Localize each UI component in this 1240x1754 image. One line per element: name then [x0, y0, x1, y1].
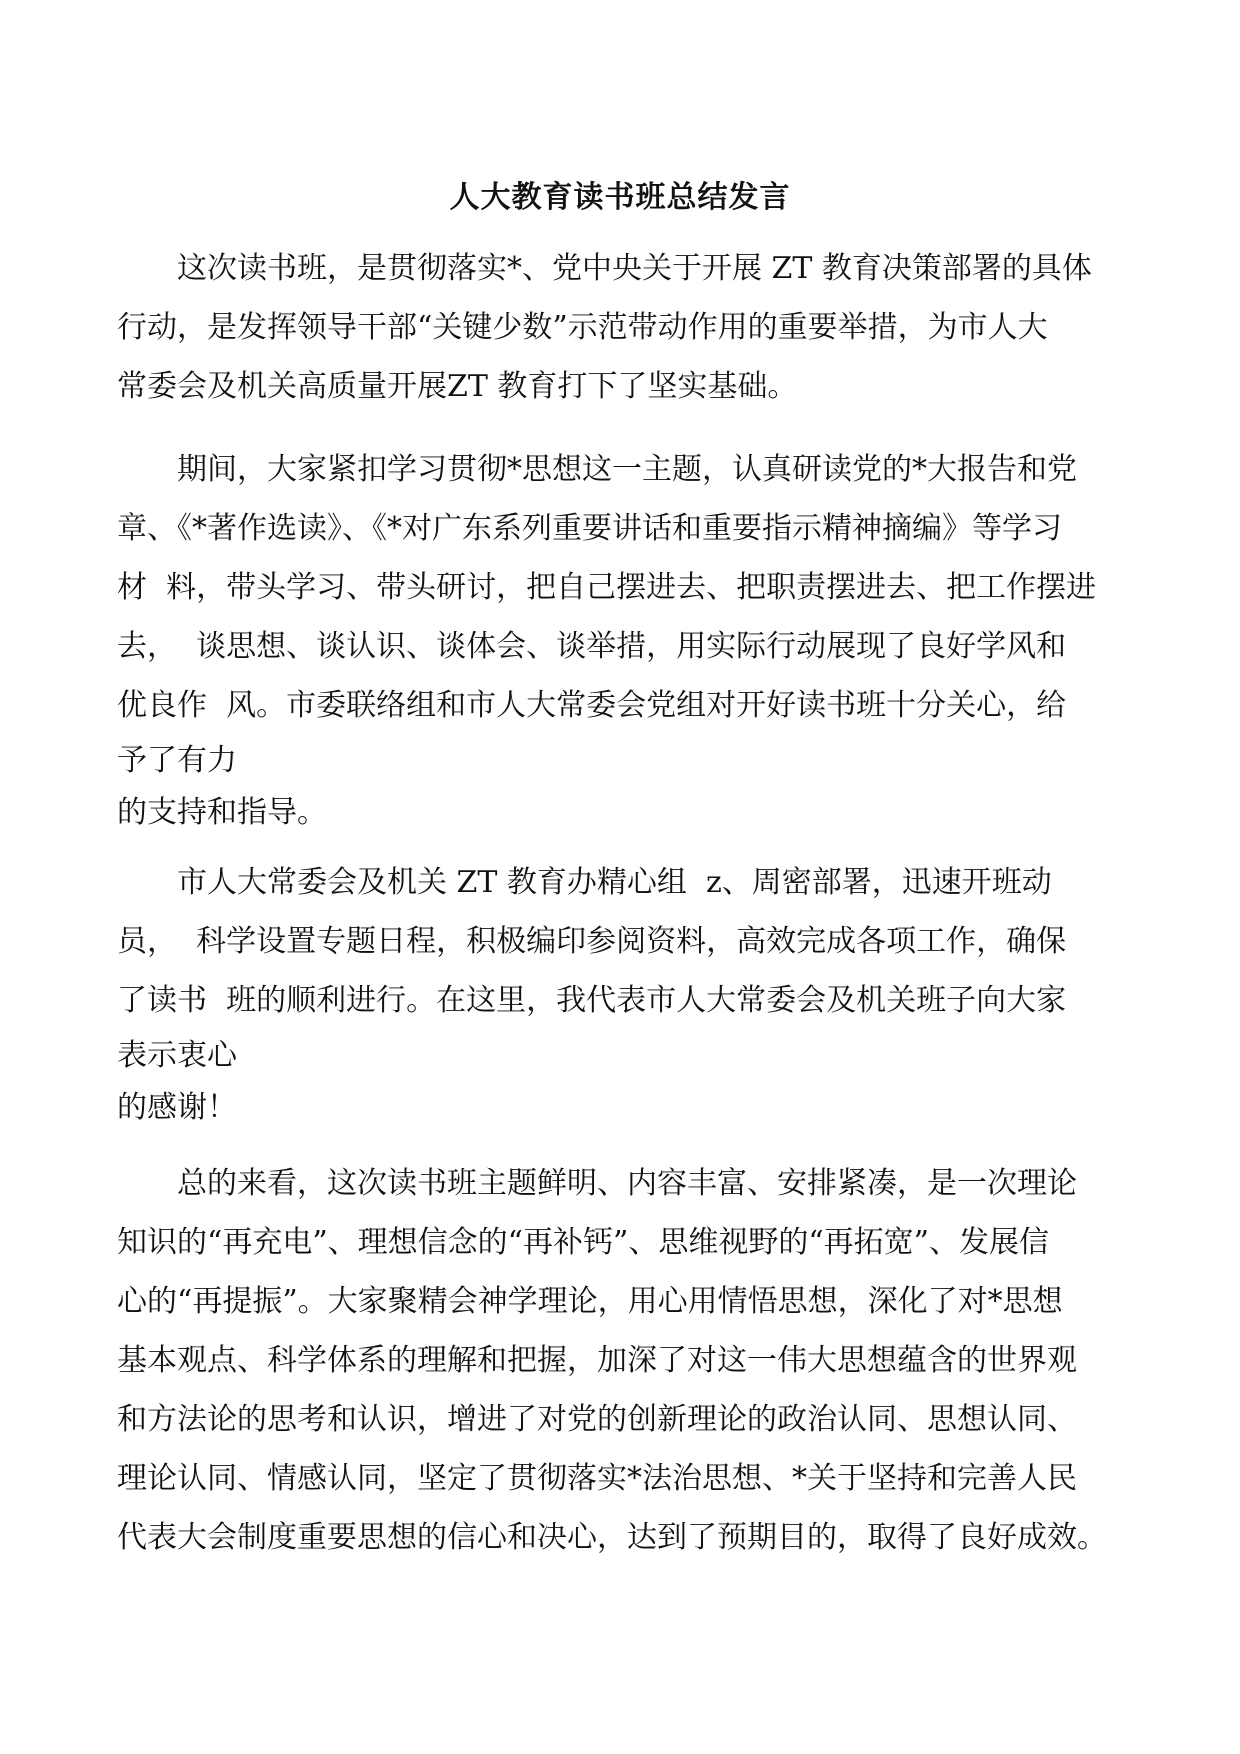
paragraph-line: 章、《*著作选读》、《*对广东系列重要讲话和重要指示精神摘编》等学习	[117, 511, 1062, 546]
paragraph-line: 市人大常委会及机关 ZT 教育办精心组 z、周密部署，迅速开班动	[177, 865, 1052, 900]
paragraph-3	[117, 853, 1123, 1134]
paragraph-line: 知识的“再充电”、理想信念的“再补钙”、思维视野的“再拓宽”、发展信	[117, 1225, 1050, 1260]
paragraph-line: 了读书 班的顺利进行。在这里，我代表市人大常委会及机关班子向大家	[117, 983, 1067, 1018]
paragraph-line: 基本观点、科学体系的理解和把握，加深了对这一伟大思想蕴含的世界观	[117, 1343, 1077, 1378]
paragraph-line: 的支持和指导。	[117, 795, 327, 830]
paragraph-line: 优良作 风。市委联络组和市人大常委会党组对开好读书班十分关心，给	[117, 688, 1067, 723]
paragraph-line: 材 料，带头学习、带头研讨，把自己摆进去、把职责摆进去、把工作摆进	[117, 570, 1097, 605]
paragraph-line: 和方法论的思考和认识，增进了对党的创新理论的政治认同、思想认同、	[117, 1402, 1077, 1437]
paragraph-line: 代表大会制度重要思想的信心和决心，达到了预期目的，取得了良好成效。	[117, 1520, 1107, 1555]
paragraph-line: 员， 科学设置专题日程，积极编印参阅资料，高效完成各项工作，确保	[117, 924, 1067, 959]
paragraph-line: 心的“再提振”。大家聚精会神学理论，用心用情悟思想，深化了对*思想	[117, 1284, 1063, 1319]
paragraph-line: 期间，大家紧扣学习贯彻*思想这一主题，认真研读党的*大报告和党	[177, 452, 1077, 487]
paragraph-4	[117, 1154, 1123, 1567]
paragraph-2	[117, 440, 1123, 839]
paragraph-line: 表示衷心	[117, 1038, 237, 1073]
paragraph-line: 总的来看，这次读书班主题鲜明、内容丰富、安排紧凑，是一次理论	[177, 1166, 1077, 1201]
paragraph-line: 行动，是发挥领导干部“关键少数”示范带动作用的重要举措，为市人大	[117, 310, 1048, 345]
paragraph-line: 去， 谈思想、谈认识、谈体会、谈举措，用实际行动展现了良好学风和	[117, 629, 1067, 664]
paragraph-line: 这次读书班，是贯彻落实*、党中央关于开展 ZT 教育决策部署的具体	[177, 251, 1092, 286]
paragraph-line: 的感谢！	[117, 1090, 237, 1125]
paragraph-line: 予了有力	[117, 743, 237, 778]
paragraph-line: 理论认同、情感认同，坚定了贯彻落实*法治思想、*关于坚持和完善人民	[117, 1461, 1077, 1496]
paragraph-1	[117, 239, 1123, 416]
paragraph-line: 常委会及机关高质量开展ZT 教育打下了坚实基础。	[117, 369, 798, 404]
document-title: 人大教育读书班总结发言	[449, 180, 791, 215]
